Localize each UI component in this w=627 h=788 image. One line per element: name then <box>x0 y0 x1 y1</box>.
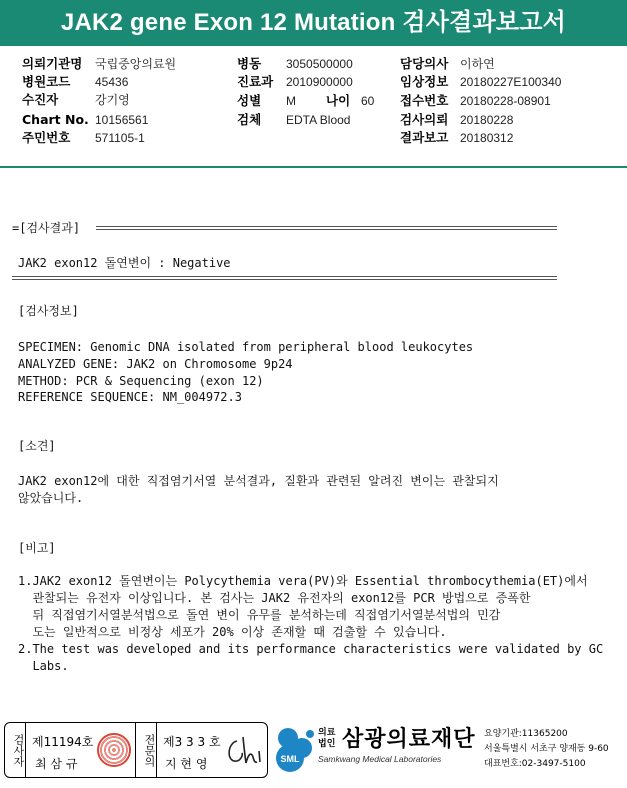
info-row-sex: 성별 <box>237 93 262 108</box>
info-row-age: 나이 <box>326 93 351 108</box>
info-row-ward: 병동 <box>237 56 262 71</box>
info-header: [검사정보] <box>18 304 79 318</box>
info-row-patient: 수진자 <box>22 92 59 107</box>
specialist-name: 지 현 영 <box>165 757 208 771</box>
org-prefix: 의료 법인 <box>318 728 336 749</box>
request-value: 20180228 <box>460 113 514 127</box>
chart-value: 10156561 <box>95 113 149 127</box>
info-line: REFERENCE SEQUENCE: NM_004972.3 <box>18 390 242 404</box>
result-divider <box>12 276 557 280</box>
ward-value: 3050500000 <box>286 57 353 71</box>
info-row-institution: 의뢰기관명 <box>22 56 83 71</box>
examiner-number: 제11194호 <box>32 735 94 749</box>
remarks-line: 1.JAK2 exon12 돌연변이는 Polycythemia vera(PV)와 Essential thrombocythemia(ET)에서 <box>18 574 588 588</box>
info-line: SPECIMEN: Genomic DNA isolated from peripheral blood leukocytes <box>18 340 474 354</box>
logo-text: SML <box>280 754 300 764</box>
org-name: 삼광의료재단 <box>342 727 476 752</box>
header-divider <box>0 166 627 168</box>
specialist-label: 전문의 <box>135 723 157 777</box>
result-text: JAK2 exon12 돌연변이 : Negative <box>18 256 231 270</box>
sml-logo-icon <box>272 724 316 776</box>
org-phone: 대표번호:02-3497-5100 <box>484 759 586 769</box>
remarks-line: Labs. <box>18 659 69 673</box>
remarks-line: 2.The test was developed and its performance characteristics were validated by GC <box>18 642 604 656</box>
clinical-value: 20180227E100340 <box>460 75 562 89</box>
hospital-code-value: 45436 <box>95 75 129 89</box>
examiner-name: 최 삼 규 <box>35 757 78 771</box>
remarks-line: 도는 일반적으로 비정상 세포가 20% 이상 존재할 때 검출할 수 있습니다. <box>18 625 447 639</box>
info-row-report: 결과보고 <box>400 130 449 145</box>
organization-block <box>270 720 627 780</box>
patient-info <box>0 50 627 162</box>
examiner-label: 검사자 <box>5 723 26 777</box>
remarks-line: 관찰되는 유전자 이상입니다. 본 검사는 JAK2 유전자의 exon12를 PCR 방법으로 증폭한 <box>18 591 531 605</box>
department-value: 2010900000 <box>286 75 353 89</box>
signature-icon <box>223 733 265 769</box>
signature-box <box>4 722 268 778</box>
opinion-header: [소견] <box>18 439 56 453</box>
opinion-line: 않았습니다. <box>18 491 84 505</box>
org-code: 요양기관:11365200 <box>484 729 568 739</box>
info-row-doctor: 담당의사 <box>400 56 449 71</box>
org-address: 서울특별시 서초구 양재동 9-60 <box>484 744 609 754</box>
remarks-header: [비고] <box>18 541 56 555</box>
seal-icon <box>97 733 131 767</box>
receipt-value: 20180228-08901 <box>460 94 551 108</box>
patient-value: 강기영 <box>95 93 130 107</box>
specialist-number: 제3 3 3 호 <box>163 735 221 749</box>
result-header: =[검사결과] <box>12 221 81 235</box>
info-row-request: 검사의뢰 <box>400 112 449 127</box>
doctor-value: 이하연 <box>460 57 495 71</box>
info-line: ANALYZED GENE: JAK2 on Chromosome 9p24 <box>18 357 293 371</box>
sex-value: M <box>286 94 296 108</box>
info-line: METHOD: PCR & Sequencing (exon 12) <box>18 374 264 388</box>
info-row-department: 진료과 <box>237 74 274 89</box>
report-date-value: 20180312 <box>460 131 514 145</box>
result-header-rule <box>96 226 557 230</box>
specimen-value: EDTA Blood <box>286 113 351 127</box>
info-row-clinical: 임상정보 <box>400 74 449 89</box>
report-title: JAK2 gene Exon 12 Mutation 검사결과보고서 <box>0 0 627 46</box>
info-row-hospital-code: 병원코드 <box>22 74 71 89</box>
institution-value: 국립중앙의료원 <box>95 57 177 71</box>
info-row-chart: Chart No. <box>22 112 89 127</box>
age-value: 60 <box>361 94 375 108</box>
info-row-receipt: 접수번호 <box>400 93 449 108</box>
id-value: 571105-1 <box>95 131 145 145</box>
remarks-line: 뒤 직접염기서열분석법으로 돌연 변이 유무를 분석하는데 직접염기서열분석법의 민감 <box>18 608 501 622</box>
info-row-id: 주민번호 <box>22 130 71 145</box>
info-row-specimen: 검체 <box>237 112 262 127</box>
opinion-line: JAK2 exon12에 대한 직접염기서열 분석결과, 질환과 관련된 알려진 변이는 관찰되지 <box>18 474 499 488</box>
org-english: Samkwang Medical Laboratories <box>318 754 442 764</box>
